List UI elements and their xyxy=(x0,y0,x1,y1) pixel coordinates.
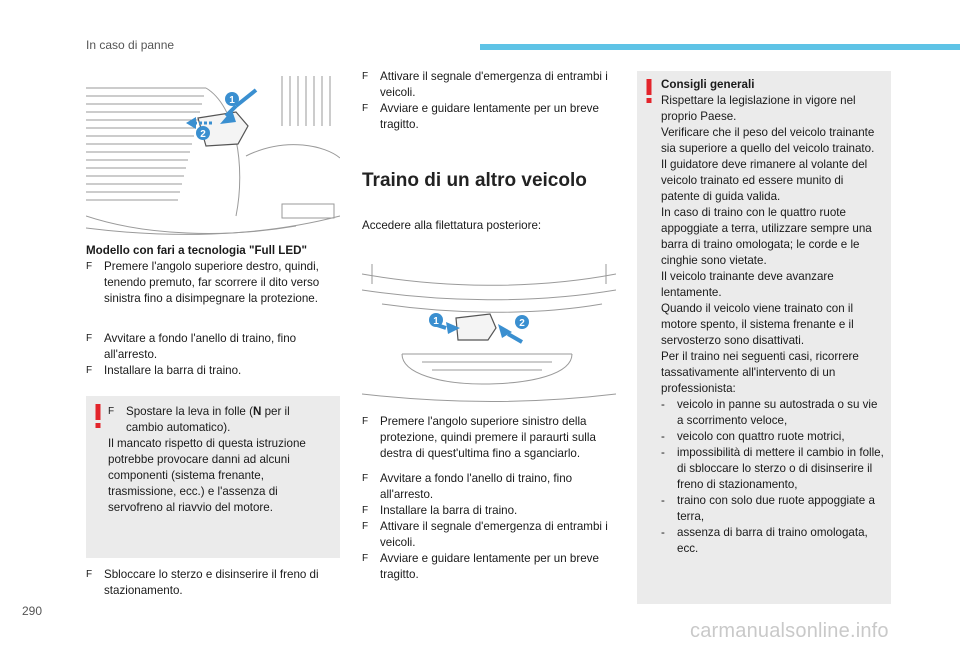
watermark: carmanualsonline.info xyxy=(690,620,889,642)
bullet-icon: F xyxy=(362,521,369,532)
warning-box xyxy=(86,396,340,558)
warning-exclamation-icon xyxy=(644,79,654,103)
list-item: F Spostare la leva in folle (N per il cambio automatico). xyxy=(108,405,290,434)
bullet-icon: F xyxy=(362,71,369,82)
middle-instructions-2 xyxy=(362,471,616,583)
list-item: - assenza di barra di traino omologata, ecc. xyxy=(661,526,868,555)
list-item: F Installare la barra di traino. xyxy=(362,504,518,517)
list-item: F Premere l'angolo superiore sinistro della protezione, quindi premere il paraurti sulla destra di quest'ultima fino a sganciarlo. xyxy=(362,415,596,460)
advice-line: Verificare che il peso del veicolo trainante sia superiore a quello del veicolo trainato. xyxy=(661,126,875,155)
callout-2-label: 2 xyxy=(200,129,206,140)
callout-1-label: 1 xyxy=(433,316,439,327)
list-item: - veicolo con quattro ruote motrici, xyxy=(661,430,845,443)
bullet-icon: F xyxy=(362,416,369,427)
page-number: 290 xyxy=(22,604,43,618)
list-item: F Avvitare a fondo l'anello di traino, fino all'arresto. xyxy=(362,472,573,501)
section-intro: Accedere alla filettatura posteriore: xyxy=(362,219,542,232)
left-instructions xyxy=(86,243,340,307)
bullet-icon: F xyxy=(362,553,369,564)
list-item: F Sbloccare lo sterzo e disinserire il freno di stazionamento. xyxy=(86,568,319,597)
list-item: F Attivare il segnale d'emergenza di entrambi i veicoli. xyxy=(362,520,608,549)
callout-1-label: 1 xyxy=(229,95,235,106)
advice-title: Consigli generali xyxy=(661,78,755,91)
bullet-icon: F xyxy=(362,473,369,484)
bullet-icon: F xyxy=(86,365,93,376)
list-item: - traino con solo due ruote appoggiate a terra, xyxy=(661,494,875,523)
front-bumper-illustration xyxy=(86,66,340,238)
left-instructions-3 xyxy=(86,567,340,599)
list-item: F Attivare il segnale d'emergenza di entrambi i veicoli. xyxy=(362,70,608,99)
list-item: F Avvitare a fondo l'anello di traino, fino all'arresto. xyxy=(86,332,297,361)
list-item: - impossibilità di mettere il cambio in folle, di sbloccare lo sterzo o di disinserire il freno di stazionamento, xyxy=(661,446,884,491)
warning-exclamation-icon xyxy=(93,404,103,428)
list-item: F Avviare e guidare lentamente per un breve tragitto. xyxy=(362,102,599,131)
bullet-icon: F xyxy=(86,333,93,344)
middle-top-instructions xyxy=(362,69,616,133)
bullet-icon: F xyxy=(86,569,93,580)
header-accent-bar xyxy=(480,44,960,50)
rear-bumper-drawing xyxy=(362,244,616,404)
list-item: F Installare la barra di traino. xyxy=(86,364,242,377)
bullet-icon: F xyxy=(108,406,115,417)
bullet-icon: F xyxy=(362,505,369,516)
model-heading: Modello con fari a tecnologia "Full LED" xyxy=(86,244,307,257)
advice-line: Quando il veicolo viene trainato con il motore spento, il sistema frenante e il servosterzo sono disattivati. xyxy=(661,302,854,347)
section-title: Traino di un altro veicolo xyxy=(362,170,587,191)
list-item: F Premere l'angolo superiore destro, quindi, tenendo premuto, far scorrere il dito verso sinistra fino a disimpegnare la protezione. xyxy=(86,260,320,305)
advice-line: Per il traino nei seguenti casi, ricorrere tassativamente all'intervento di un professionista: xyxy=(661,350,859,395)
general-advice-box xyxy=(637,71,891,604)
bullet-icon: F xyxy=(86,261,93,272)
rear-bumper-illustration xyxy=(362,244,616,404)
front-bumper-drawing xyxy=(86,66,340,238)
advice-line: Il guidatore deve rimanere al volante del veicolo trainato ed essere munito di patente di guida valida. xyxy=(661,158,868,203)
middle-instructions-1 xyxy=(362,414,616,462)
bullet-icon: F xyxy=(362,103,369,114)
warning-text: Il mancato rispetto di questa istruzione potrebbe provocare danni ad alcuni componenti (sistema frenante, trasmissione, ecc.) e l'assenza di servofreno al riavvio del motore. xyxy=(108,437,306,514)
left-instructions-2 xyxy=(86,331,340,379)
list-item: F Avviare e guidare lentamente per un breve tragitto. xyxy=(362,552,599,581)
list-item: - veicolo in panne su autostrada o su vie a scorrimento veloce, xyxy=(661,398,878,427)
advice-line: In caso di traino con le quattro ruote appoggiate a terra, utilizzare sempre una barra di traino omologata; le corde e le cinghie sono vietate. xyxy=(661,206,872,267)
advice-line: Rispettare la legislazione in vigore nel proprio Paese. xyxy=(661,94,856,123)
section-header-title: In caso di panne xyxy=(86,38,175,52)
callout-2-label: 2 xyxy=(519,318,525,329)
advice-line: Il veicolo trainante deve avanzare lentamente. xyxy=(661,270,834,299)
